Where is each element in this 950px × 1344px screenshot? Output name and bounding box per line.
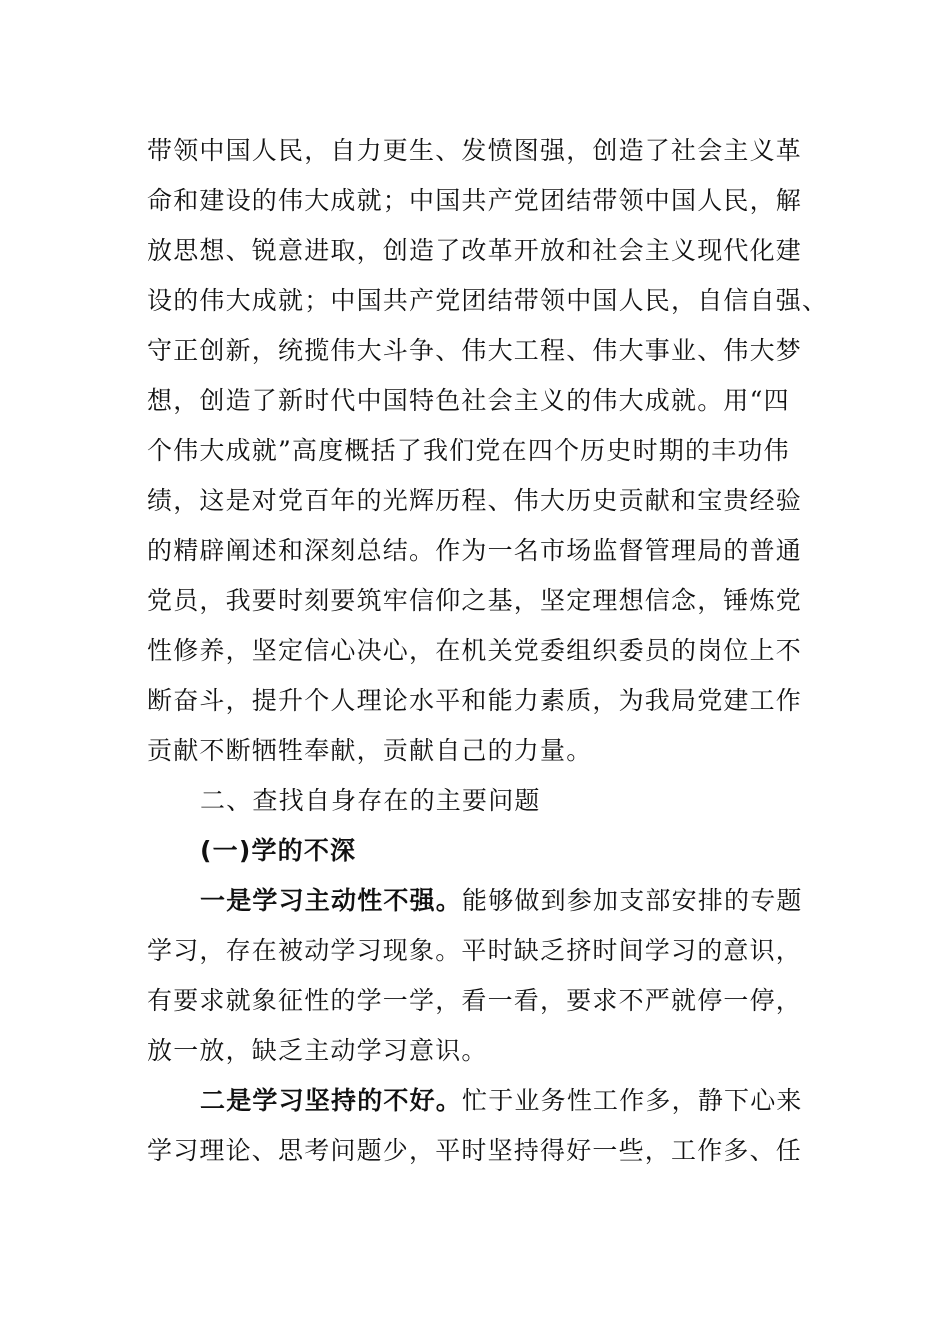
paragraph-line: 的精辟阐述和深刻总结。作为一名市场监督管理局的普通 bbox=[147, 536, 803, 565]
paragraph-line: 命和建设的伟大成就；中国共产党团结带领中国人民，解 bbox=[147, 186, 803, 215]
point-two-lead: 二是学习坚持的不好。 bbox=[200, 1086, 463, 1115]
paragraph-line: 带领中国人民，自力更生、发愤图强，创造了社会主义革 bbox=[147, 136, 803, 165]
paragraph-line: 有要求就象征性的学一学，看一看，要求不严就停一停， bbox=[147, 986, 803, 1015]
point-one-text: 能够做到参加支部安排的专题 bbox=[462, 886, 803, 915]
point-two-first-line bbox=[200, 1086, 860, 1116]
paragraph-line: 党员，我要时刻要筑牢信仰之基，坚定理想信念，锤炼党 bbox=[147, 586, 803, 615]
paragraph-line: 性修养，坚定信心决心，在机关党委组织委员的岗位上不 bbox=[147, 636, 803, 665]
paragraph-line: 学习理论、思考问题少，平时坚持得好一些，工作多、任 bbox=[147, 1136, 803, 1165]
paragraph-line: 个伟大成就”高度概括了我们党在四个历史时期的丰功伟 bbox=[147, 436, 790, 465]
point-one-first-line bbox=[200, 886, 860, 916]
paragraph-line: 贡献不断牺牲奉献，贡献自己的力量。 bbox=[147, 736, 593, 765]
paragraph-line: 放一放，缺乏主动学习意识。 bbox=[147, 1036, 488, 1065]
paragraph-line: 绩，这是对党百年的光辉历程、伟大历史贡献和宝贵经验 bbox=[147, 486, 803, 515]
paragraph-line: 学习，存在被动学习现象。平时缺乏挤时间学习的意识， bbox=[147, 936, 803, 965]
paragraph-line: 想，创造了新时代中国特色社会主义的伟大成就。用“四 bbox=[147, 386, 790, 415]
section-heading: 二、查找自身存在的主要问题 bbox=[200, 786, 541, 815]
paragraph-line: 守正创新，统揽伟大斗争、伟大工程、伟大事业、伟大梦 bbox=[147, 336, 803, 365]
point-two-text: 忙于业务性工作多，静下心来 bbox=[462, 1086, 803, 1115]
paragraph-line: 放思想、锐意进取，创造了改革开放和社会主义现代化建 bbox=[147, 236, 803, 265]
point-one-lead: 一是学习主动性不强。 bbox=[200, 886, 463, 915]
paragraph-line: 设的伟大成就；中国共产党团结带领中国人民，自信自强、 bbox=[147, 286, 829, 315]
paragraph-line: 断奋斗，提升个人理论水平和能力素质，为我局党建工作 bbox=[147, 686, 803, 715]
subsection-heading: (一)学的不深 bbox=[200, 836, 357, 865]
